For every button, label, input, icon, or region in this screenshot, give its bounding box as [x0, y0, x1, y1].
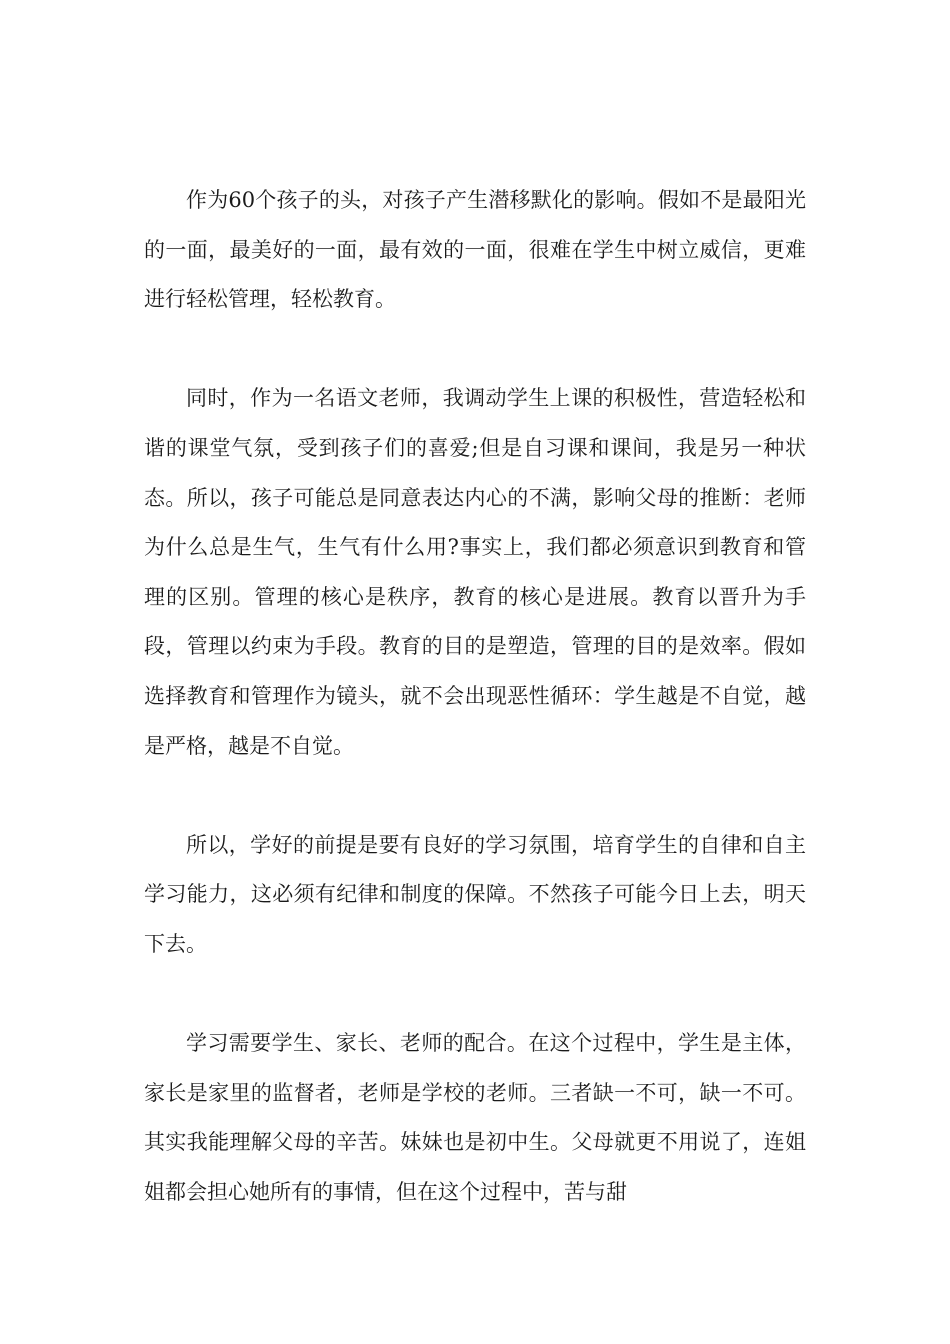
paragraph-4: 学习需要学生、家长、老师的配合。在这个过程中，学生是主体，家长是家里的监督者，老师是学校的老师。三者缺一不可，缺一不可。其实我能理解父母的辛苦。妹妹也是初中生。父母就更不用说了，连姐姐都会担心她所有的事情，但在这个过程中，苦与甜 [144, 1031, 806, 1204]
paragraph-1: 作为60个孩子的头，对孩子产生潜移默化的影响。假如不是最阳光的一面，最美好的一面，最有效的一面，很难在学生中树立威信，更难进行轻松管理，轻松教育。 [144, 188, 806, 312]
document-body [144, 176, 806, 1217]
paragraph-2: 同时，作为一名语文老师，我调动学生上课的积极性，营造轻松和谐的课堂气氛，受到孩子们的喜爱;但是自习课和课间，我是另一种状态。所以，孩子可能总是同意表达内心的不满，影响父母的推断：老师为什么总是生气，生气有什么用?事实上，我们都必须意识到教育和管理的区别。管理的核心是秩序，教育的核心是进展。教育以晋升为手段，管理以约束为手段。教育的目的是塑造，管理的目的是效率。假如选择教育和管理作为镜头，就不会出现恶性循环：学生越是不自觉，越是严格，越是不自觉。 [144, 386, 806, 758]
paragraph-3: 所以，学好的前提是要有良好的学习氛围，培育学生的自律和自主学习能力，这必须有纪律和制度的保障。不然孩子可能今日上去，明天下去。 [144, 832, 806, 956]
